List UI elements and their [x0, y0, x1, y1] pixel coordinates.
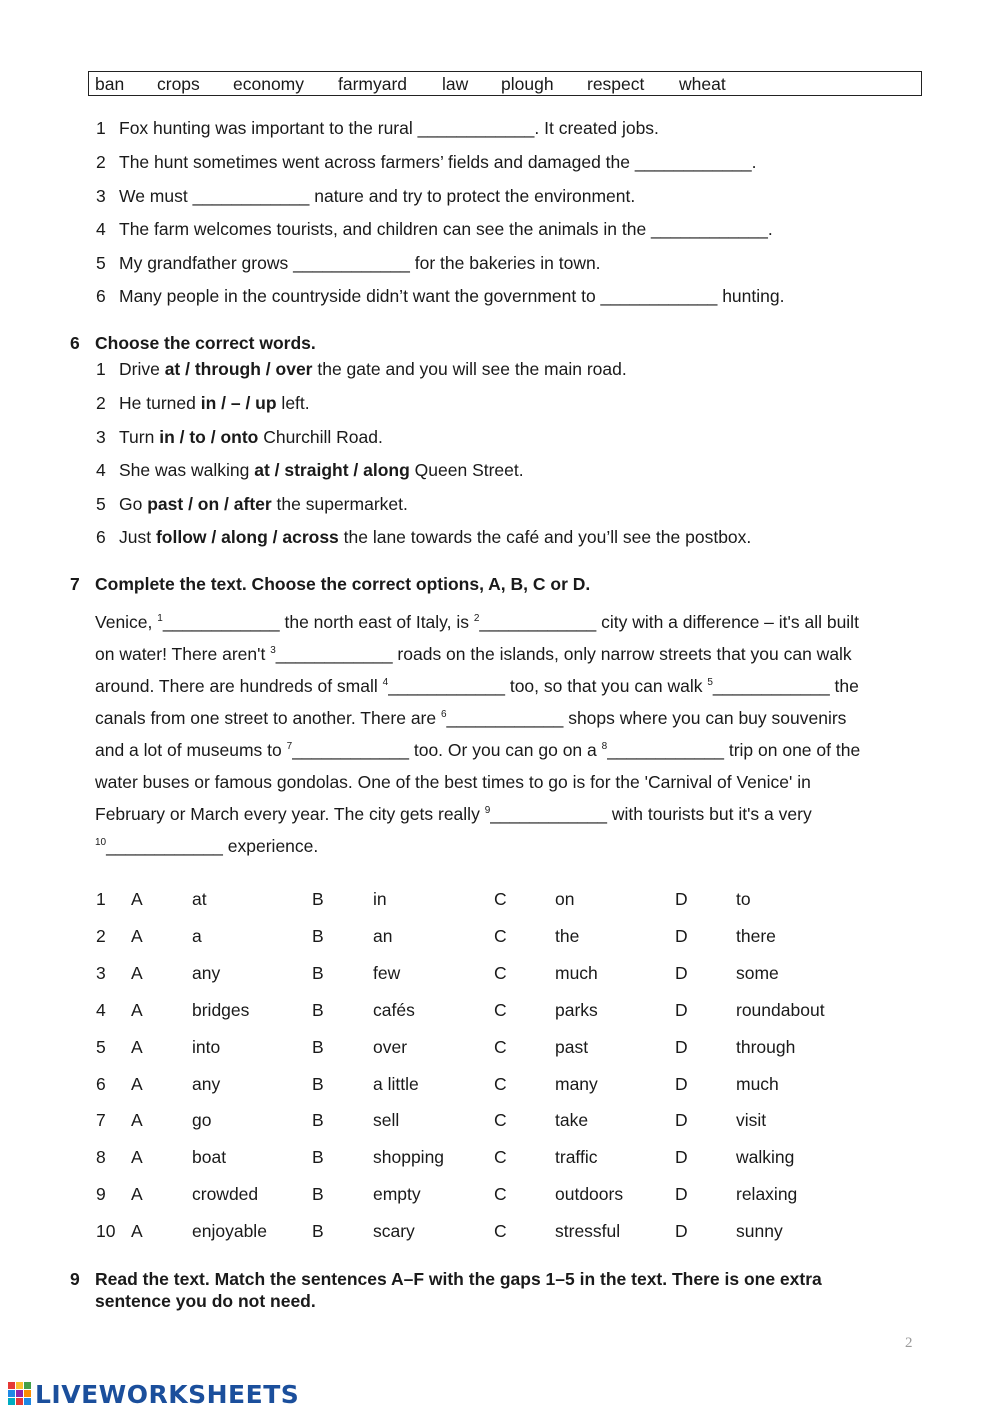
option-letter-c: C	[494, 963, 507, 983]
gap-number: 10	[95, 837, 107, 848]
item-number: 5	[96, 253, 106, 273]
option-letter-c: C	[494, 1000, 507, 1020]
item-number: 6	[96, 286, 106, 306]
option-row-number: 3	[96, 963, 106, 983]
item-number: 2	[96, 393, 106, 413]
option-a[interactable]: go	[192, 1110, 212, 1130]
option-letter-d: D	[675, 1037, 688, 1057]
item-number: 3	[96, 427, 106, 447]
sentence-end: left.	[276, 393, 310, 413]
option-a[interactable]: enjoyable	[192, 1221, 267, 1241]
option-b[interactable]: shopping	[373, 1147, 445, 1167]
text-line	[95, 702, 910, 734]
text-segment: ____________ roads on the islands, only narrow streets that you can walk	[275, 644, 852, 664]
sentence-text: The hunt sometimes went across farmers’ fields and damaged the ____________.	[119, 152, 757, 172]
sentence-end: Churchill Road.	[258, 427, 383, 447]
option-a[interactable]: any	[192, 1074, 221, 1094]
text-segment: ____________ the north east of Italy, is	[162, 612, 474, 632]
option-row-number: 7	[96, 1110, 106, 1130]
option-d[interactable]: through	[736, 1037, 796, 1057]
option-d[interactable]: relaxing	[736, 1184, 798, 1204]
option-d[interactable]: walking	[736, 1147, 795, 1167]
exercise-7-title: Complete the text. Choose the correct options, A, B, C or D.	[95, 574, 591, 594]
text-segment: on water! There aren't	[95, 644, 271, 664]
option-a[interactable]: crowded	[192, 1184, 259, 1204]
option-c[interactable]: parks	[555, 1000, 598, 1020]
option-letter-a: A	[131, 926, 143, 946]
item-number: 2	[96, 152, 106, 172]
option-a[interactable]: bridges	[192, 1000, 250, 1020]
word-bank-item: law	[442, 74, 469, 94]
text-segment: water buses or famous gondolas. One of the best times to go is for the 'Carnival of Venice' in	[95, 772, 811, 792]
option-letter-c: C	[494, 1184, 507, 1204]
option-row-number: 2	[96, 926, 106, 946]
option-c[interactable]: much	[555, 963, 598, 983]
gap-number: 8	[601, 741, 608, 752]
ex5-sentence	[96, 253, 601, 274]
option-letter-c: C	[494, 889, 507, 909]
item-number: 1	[96, 118, 106, 138]
sentence-end: Queen Street.	[409, 460, 524, 480]
option-letter-d: D	[675, 1221, 688, 1241]
option-letter-d: D	[675, 1074, 688, 1094]
option-c[interactable]: traffic	[555, 1147, 598, 1167]
option-b[interactable]: in	[373, 889, 387, 909]
option-d[interactable]: roundabout	[736, 1000, 825, 1020]
ex6-sentence	[96, 427, 383, 448]
option-letter-a: A	[131, 889, 143, 909]
option-letter-d: D	[675, 926, 688, 946]
text-segment: ____________ experience.	[106, 836, 319, 856]
word-bank-item: plough	[501, 74, 554, 94]
word-choices[interactable]: at / through / over	[164, 359, 313, 379]
gap-number: 6	[440, 709, 447, 720]
word-choices[interactable]: at / straight / along	[254, 460, 410, 480]
option-letter-b: B	[312, 1184, 324, 1204]
word-choices[interactable]: follow / along / across	[155, 527, 339, 547]
text-segment: ____________ city with a difference – it's all built	[479, 612, 859, 632]
text-segment: ____________ trip on one of the	[607, 740, 861, 760]
option-d[interactable]: to	[736, 889, 751, 909]
sentence-text: Many people in the countryside didn’t want the government to ____________ hunting.	[119, 286, 785, 306]
sentence-start: Just	[119, 527, 156, 547]
word-bank-item: ban	[95, 74, 125, 94]
option-d[interactable]: much	[736, 1074, 779, 1094]
exercise-6-number: 6	[70, 333, 80, 353]
option-d[interactable]: some	[736, 963, 779, 983]
option-letter-a: A	[131, 1074, 143, 1094]
ex5-sentence	[96, 186, 635, 207]
item-number: 4	[96, 460, 106, 480]
option-a[interactable]: a	[192, 926, 202, 946]
ex5-sentence	[96, 219, 773, 240]
option-row-number: 4	[96, 1000, 106, 1020]
sentence-text: Fox hunting was important to the rural ____________. It created jobs.	[119, 118, 659, 138]
option-b[interactable]: sell	[373, 1110, 400, 1130]
sentence-start: She was walking	[119, 460, 255, 480]
exercise-9-number: 9	[70, 1269, 80, 1289]
option-letter-b: B	[312, 1221, 324, 1241]
option-c[interactable]: past	[555, 1037, 589, 1057]
word-bank-item: farmyard	[338, 74, 408, 94]
text-line	[95, 830, 910, 862]
option-letter-c: C	[494, 1074, 507, 1094]
sentence-start: Turn	[119, 427, 160, 447]
option-letter-b: B	[312, 1147, 324, 1167]
item-number: 6	[96, 527, 106, 547]
text-segment: around. There are hundreds of small	[95, 676, 383, 696]
word-choices[interactable]: past / on / after	[147, 494, 272, 514]
item-number: 3	[96, 186, 106, 206]
option-letter-b: B	[312, 889, 324, 909]
sentence-start: Go	[119, 494, 148, 514]
option-d[interactable]: sunny	[736, 1221, 783, 1241]
ex6-sentence	[96, 494, 408, 515]
gap-number: 7	[286, 741, 293, 752]
word-bank-item: respect	[587, 74, 645, 94]
sentence-text: My grandfather grows ____________ for the bakeries in town.	[119, 253, 601, 273]
text-segment: ____________ too. Or you can go on a	[292, 740, 602, 760]
option-c[interactable]: stressful	[555, 1221, 621, 1241]
option-letter-a: A	[131, 1037, 143, 1057]
option-letter-c: C	[494, 1037, 507, 1057]
option-letter-b: B	[312, 1037, 324, 1057]
option-d[interactable]: visit	[736, 1110, 767, 1130]
page-number: 2	[905, 1335, 913, 1351]
option-letter-b: B	[312, 963, 324, 983]
option-row-number: 10	[96, 1221, 116, 1241]
text-segment: ____________ with tourists but it's a very	[490, 804, 812, 824]
option-letter-d: D	[675, 963, 688, 983]
option-letter-a: A	[131, 1184, 143, 1204]
option-row-number: 6	[96, 1074, 106, 1094]
sentence-text: The farm welcomes tourists, and children can see the animals in the ____________.	[119, 219, 773, 239]
text-line	[95, 670, 910, 702]
option-b[interactable]: empty	[373, 1184, 421, 1204]
option-letter-d: D	[675, 1110, 688, 1130]
text-line	[95, 638, 910, 670]
option-letter-c: C	[494, 1147, 507, 1167]
exercise-6-title: Choose the correct words.	[95, 333, 316, 353]
text-segment: Venice,	[95, 612, 158, 632]
option-letter-a: A	[131, 963, 143, 983]
sentence-start: Drive	[119, 359, 165, 379]
sentence-end: the supermarket.	[271, 494, 408, 514]
ex5-sentence	[96, 118, 659, 139]
text-segment: ____________ the	[712, 676, 859, 696]
item-number: 1	[96, 359, 106, 379]
item-number: 5	[96, 494, 106, 514]
word-choices[interactable]: in / – / up	[200, 393, 277, 413]
text-segment: ____________ too, so that you can walk	[388, 676, 708, 696]
sentence-start: He turned	[119, 393, 201, 413]
option-b[interactable]: an	[373, 926, 393, 946]
gap-number: 3	[270, 645, 276, 656]
liveworksheets-logo	[8, 1380, 299, 1408]
text-segment: February or March every year. The city gets really	[95, 804, 485, 824]
option-b[interactable]: cafés	[373, 1000, 415, 1020]
text-segment: ____________ shops where you can buy souvenirs	[446, 708, 847, 728]
gap-number: 4	[382, 677, 389, 688]
item-number: 4	[96, 219, 106, 239]
option-letter-a: A	[131, 1221, 143, 1241]
liveworksheets-logo-icon	[8, 1382, 32, 1406]
ex6-sentence	[96, 393, 310, 414]
option-c[interactable]: many	[555, 1074, 598, 1094]
venice-text	[95, 606, 910, 862]
word-bank-box	[88, 71, 922, 96]
ex6-sentence	[96, 527, 751, 548]
sentence-text: We must ____________ nature and try to protect the environment.	[119, 186, 636, 206]
sentence-end: the lane towards the café and you’ll see the postbox.	[338, 527, 752, 547]
text-line	[95, 734, 910, 766]
option-b[interactable]: scary	[373, 1221, 415, 1241]
text-segment: and a lot of museums to	[95, 740, 287, 760]
option-letter-d: D	[675, 1184, 688, 1204]
option-row-number: 9	[96, 1184, 106, 1204]
option-d[interactable]: there	[736, 926, 776, 946]
option-letter-c: C	[494, 926, 507, 946]
gap-number: 2	[473, 613, 480, 624]
option-c[interactable]: outdoors	[555, 1184, 624, 1204]
gap-number: 5	[707, 677, 713, 688]
exercise-9-title-line1: Read the text. Match the sentences A–F with the gaps 1–5 in the text. There is one extra	[95, 1269, 822, 1289]
ex5-sentence	[96, 152, 757, 173]
option-letter-b: B	[312, 1110, 324, 1130]
ex6-sentence	[96, 359, 627, 380]
option-letter-b: B	[312, 926, 324, 946]
text-line	[95, 606, 910, 638]
ex5-sentence	[96, 286, 784, 307]
option-letter-b: B	[312, 1000, 324, 1020]
option-letter-a: A	[131, 1147, 143, 1167]
option-b[interactable]: a little	[373, 1074, 419, 1094]
sentence-end: the gate and you will see the main road.	[312, 359, 627, 379]
word-bank-item: wheat	[679, 74, 726, 94]
option-a[interactable]: boat	[192, 1147, 227, 1167]
option-a[interactable]: any	[192, 963, 221, 983]
option-a[interactable]: into	[192, 1037, 221, 1057]
option-b[interactable]: few	[373, 963, 401, 983]
ex6-sentence	[96, 460, 524, 481]
word-bank-item: economy	[233, 74, 305, 94]
option-b[interactable]: over	[373, 1037, 408, 1057]
word-choices[interactable]: in / to / onto	[159, 427, 259, 447]
exercise-9-title-line2: sentence you do not need.	[95, 1291, 316, 1311]
option-letter-c: C	[494, 1221, 507, 1241]
option-letter-a: A	[131, 1000, 143, 1020]
text-line	[95, 798, 910, 830]
option-c[interactable]: take	[555, 1110, 589, 1130]
logo-text: LIVEWORKSHEETS	[35, 1379, 300, 1409]
option-letter-d: D	[675, 1000, 688, 1020]
option-row-number: 8	[96, 1147, 106, 1167]
text-line	[95, 766, 910, 798]
word-bank-item: crops	[157, 74, 200, 94]
option-row-number: 5	[96, 1037, 106, 1057]
option-letter-d: D	[675, 889, 688, 909]
option-c[interactable]: the	[555, 926, 580, 946]
text-segment: canals from one street to another. There are	[95, 708, 441, 728]
exercise-7-number: 7	[70, 574, 80, 594]
option-row-number: 1	[96, 889, 106, 909]
option-letter-d: D	[675, 1147, 688, 1167]
option-letter-c: C	[494, 1110, 507, 1130]
option-c[interactable]: on	[555, 889, 575, 909]
option-letter-a: A	[131, 1110, 143, 1130]
option-letter-b: B	[312, 1074, 324, 1094]
option-a[interactable]: at	[192, 889, 207, 909]
gap-number: 9	[484, 805, 491, 816]
gap-number: 1	[157, 613, 163, 624]
